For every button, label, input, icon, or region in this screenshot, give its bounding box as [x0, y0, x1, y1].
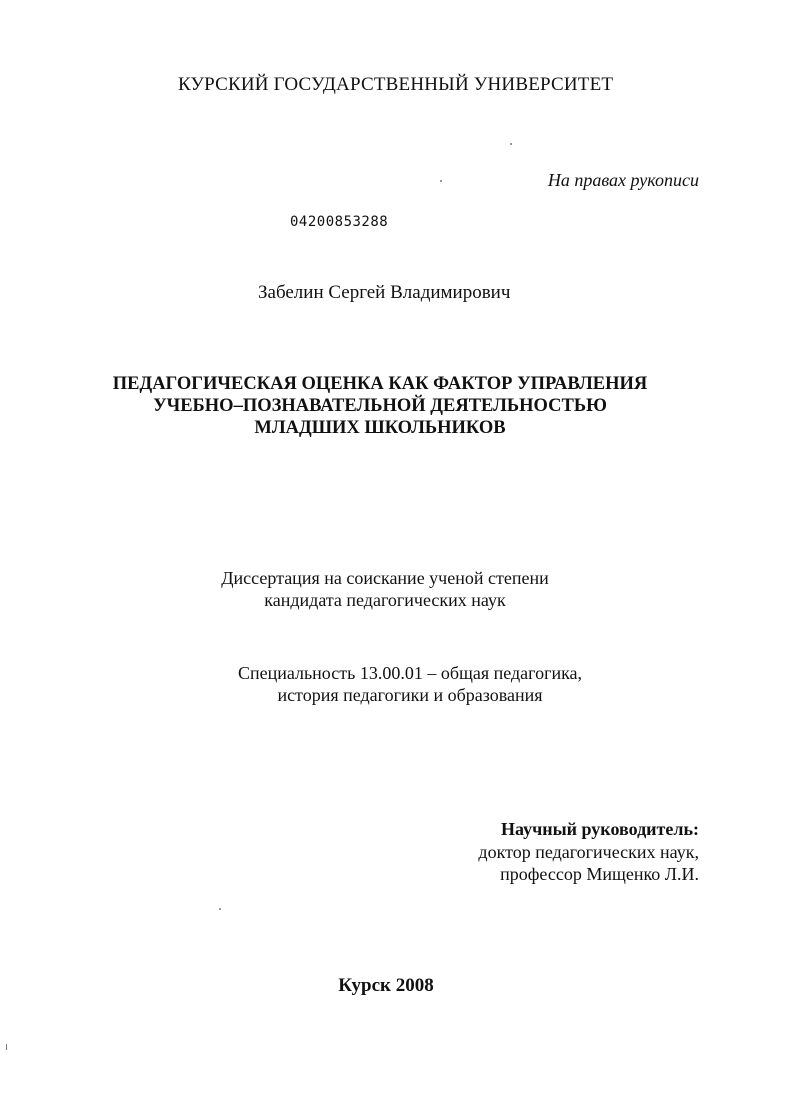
supervisor-name: профессор Мищенко Л.И.	[500, 864, 699, 884]
city-year: Курск 2008	[338, 975, 434, 996]
author-name: Забелин Сергей Владимирович	[258, 282, 511, 303]
scan-speck	[510, 143, 512, 145]
title-line: МЛАДШИХ ШКОЛЬНИКОВ	[254, 418, 506, 438]
speciality-line: Специальность 13.00.01 – общая педагогика,	[237, 663, 583, 683]
supervisor-block	[478, 818, 699, 886]
supervisor-degree: доктор педагогических наук,	[478, 841, 699, 862]
university-name: КУРСКИЙ ГОСУДАРСТВЕННЫЙ УНИВЕРСИТЕТ	[178, 74, 614, 95]
manuscript-note: На правах рукописи	[547, 170, 699, 190]
supervisor-heading: Научный руководитель:	[501, 819, 699, 839]
title-line: ПЕДАГОГИЧЕСКАЯ ОЦЕНКА КАК ФАКТОР УПРАВЛЕНИЯ	[112, 374, 648, 394]
dissertation-title	[70, 373, 690, 439]
scan-speck	[219, 908, 221, 910]
degree-line: кандидата педагогических наук	[264, 590, 506, 610]
scan-speck	[440, 180, 442, 182]
speciality-line: история педагогики и образования	[277, 685, 543, 705]
speciality-statement	[205, 662, 615, 706]
title-line: УЧЕБНО–ПОЗНАВАТЕЛЬНОЙ ДЕЯТЕЛЬНОСТЬЮ	[153, 396, 607, 416]
degree-line: Диссертация на соискание ученой степени	[221, 568, 549, 588]
scan-speck	[6, 1044, 7, 1050]
degree-statement	[180, 567, 590, 611]
registry-number: 04200853288	[290, 214, 389, 230]
